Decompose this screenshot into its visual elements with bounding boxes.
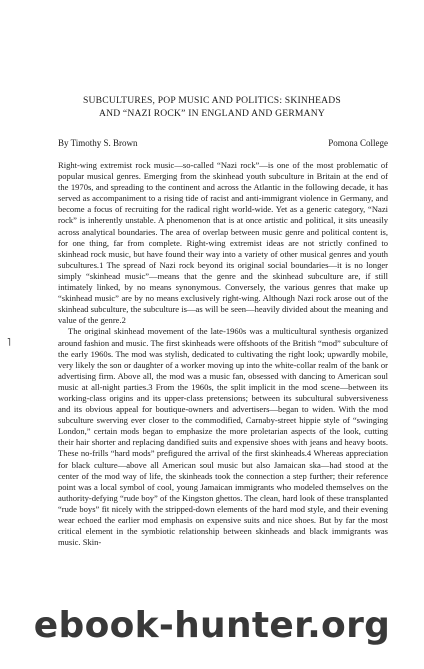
article-title-line-1: SUBCULTURES, POP MUSIC AND POLITICS: SKINHEADS xyxy=(83,95,341,106)
body-paragraph-1: Right-wing extremist rock music—so-called “Nazi rock”—is one of the most problematic of popular musical genres. Emerging from the skinhead youth subculture in Britain at the end of the 1970s, and spreading to the continent and across the Atlantic in the following decade, it has served as accompaniment to a rising tide of racist and anti-immigrant violence in Germany, and become a focus of recruiting for the radical right world-wide. Yet as a generic category, “Nazi rock” is inherently unstable. A phenomenon that is at once artistic and political, it sits uneasily across analytical boundaries. The area of overlap between music genre and political content is, for one thing, far from complete. Right-wing extremist ideas are not strictly confined to skinhead rock music, but have found their way into a variety of other musical genres and youth subcultures.1 The spread of Nazi rock beyond its original social boundaries—it is no longer simply “skinhead music”—means that the genre and the skinhead subculture are, if still intimately linked, by no means synonymous. Conversely, the various genres that make up “skinhead music” are by no means exclusively right-wing. Although Nazi rock arose out of the skinhead subculture, the subculture is—as will be seen—heavily divided about the meaning and value of the genre.2 xyxy=(58,160,388,326)
watermark xyxy=(0,604,424,648)
article-title xyxy=(40,94,384,120)
author-affiliation: Pomona College xyxy=(328,138,388,148)
margin-mark: ˥ xyxy=(7,338,11,349)
body-paragraph-2: The original skinhead movement of the late-1960s was a multicultural synthesis organized around fashion and music. The first skinheads were offshoots of the British “mod” subculture of the early 1960s. The mod was stylish, dedicated to cultivating the right look; upwardly mobile, very likely the son or daughter of a worker moving up into the white-collar realm of the bank or advertising firm. Above all, the mod was a music fan, obsessed with dancing to American soul music at all-night parties.3 From the 1960s, the split implicit in the mod scene—between its working-class origins and its upper-class pretensions; between its subcultural subversiveness and its obvious appeal for boutique-owners and advertisers—began to widen. With the mod subculture swerving ever closer to the commodified, Carnaby-street hippie style of “swinging London,” certain mods began to emphasize the more proletarian aspects of the look, cutting their hair shorter and replacing dandified suits and expensive shoes with jeans and heavy boots. These no-frills “hard mods” prefigured the arrival of the first skinheads.4 Whereas appreciation for black culture—above all American soul music but also Jamaican ska—had stood at the center of the mod way of life, the skinheads took the connection a step further; their reference point was a local symbol of cool, young Jamaican immigrants who modeled themselves on the authority-defying “rude boy” of the Kingston ghettos. The clean, hard look of these transplanted “rude boys” fit nicely with the stripped-down elements of the hard mod style, and their evening wear echoed the earlier mod emphasis on expensive suits and nice shoes. But by far the most critical element in the symbiotic relationship between skinheads and black immigrants was music. Skin- xyxy=(58,326,388,548)
watermark-text: ebook-hunter.org xyxy=(33,605,391,646)
article-title-line-2: AND “NAZI ROCK” IN ENGLAND AND GERMANY xyxy=(98,108,326,119)
article-body xyxy=(58,160,388,548)
author-name: By Timothy S. Brown xyxy=(58,138,138,148)
byline xyxy=(58,137,388,149)
